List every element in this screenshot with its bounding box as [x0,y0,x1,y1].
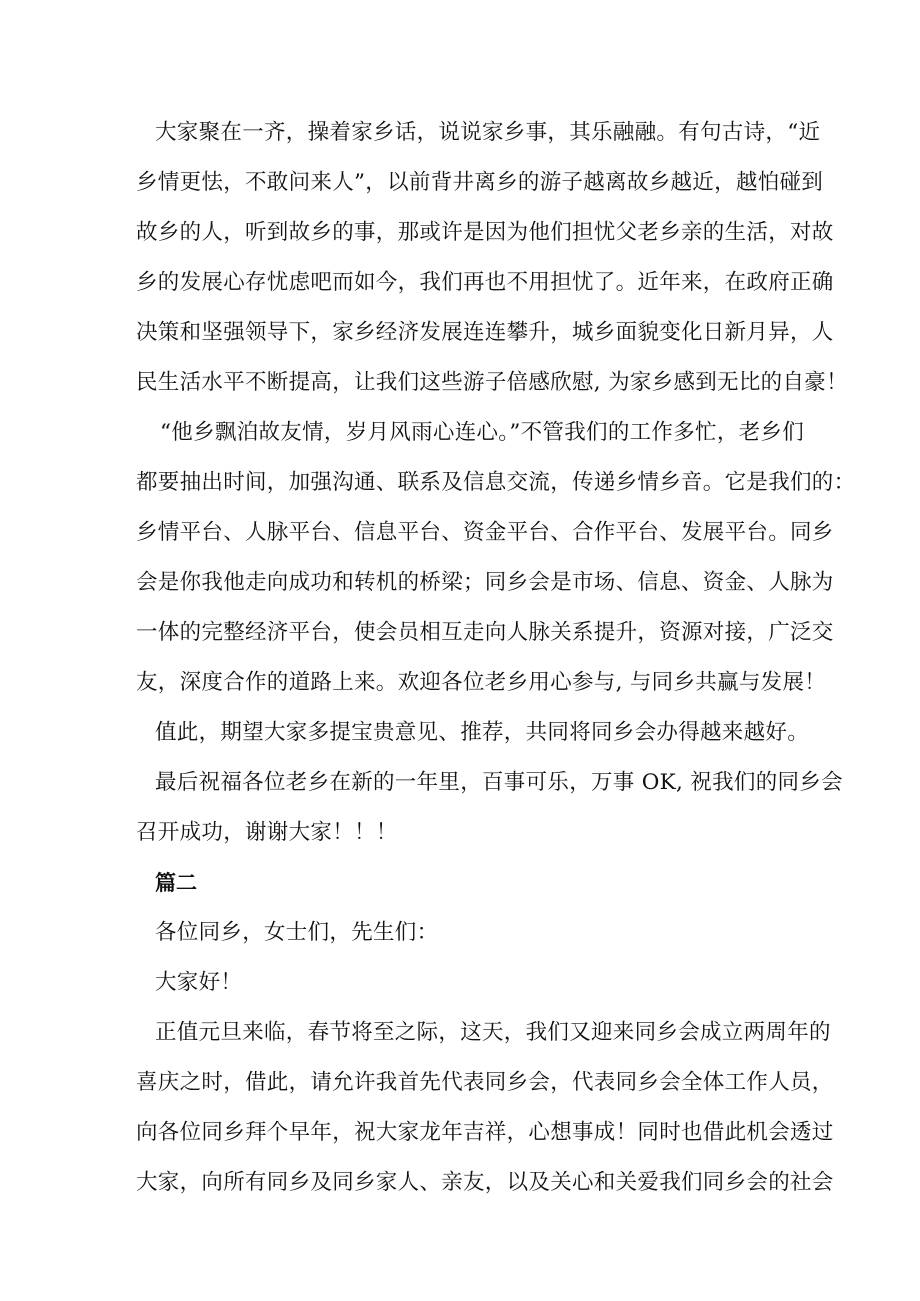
paragraph-2-line-4: 会是你我他走向成功和转机的桥梁；同乡会是市场、信息、资金、人脉为 [136,570,834,595]
paragraph-1-line-1: 大家聚在一齐，操着家乡话，说说家乡事，其乐融融。有句古诗，“近 [155,120,821,145]
paragraph-2-line-3: 乡情平台、人脉平台、信息平台、资金平台、合作平台、发展平台。同乡 [136,520,834,545]
section-heading: 篇二 [155,871,197,895]
paragraph-4-line-2: 召开成功，谢谢大家！！！ [136,820,398,845]
paragraph-4-line-1: 最后祝福各位老乡在新的一年里，百事可乐，万事 OK, 祝我们的同乡会 [155,770,843,795]
paragraph-1-line-5: 决策和坚强领导下，家乡经济发展连连攀升，城乡面貌变化日新月异，人 [136,320,834,345]
paragraph-1-line-2: 乡情更怯，不敢问来人”，以前背井离乡的游子越离故乡越近，越怕碰到 [136,170,824,195]
paragraph-2-line-5: 一体的完整经济平台，使会员相互走向人脉关系提升，资源对接，广泛交 [136,620,834,645]
salutation: 各位同乡，女士们，先生们： [155,920,439,945]
paragraph-5-line-2: 喜庆之时，借此，请允许我首先代表同乡会，代表同乡会全体工作人员， [136,1070,834,1095]
paragraph-1-line-6: 民生活水平不断提高，让我们这些游子倍感欣慰, 为家乡感到无比的自豪！ [136,370,848,395]
paragraph-2-line-6: 友，深度合作的道路上来。欢迎各位老乡用心参与, 与同乡共赢与发展！ [136,670,827,695]
paragraph-3: 值此，期望大家多提宝贵意见、推荐，共同将同乡会办得越来越好。 [155,720,810,745]
paragraph-2-line-1: “他乡飘泊故友情，岁月风雨心连心。”不管我们的工作多忙，老乡们 [160,420,805,445]
paragraph-5-line-1: 正值元旦来临，春节将至之际，这天，我们又迎来同乡会成立两周年的 [155,1020,831,1045]
paragraph-5-line-4: 大家，向所有同乡及同乡家人、亲友，以及关心和关爱我们同乡会的社会 [136,1170,834,1195]
paragraph-5-line-3: 向各位同乡拜个早年，祝大家龙年吉祥，心想事成！同时也借此机会透过 [136,1120,834,1145]
greeting: 大家好！ [155,970,243,995]
paragraph-1-line-3: 故乡的人，听到故乡的事，那或许是因为他们担忧父老乡亲的生活，对故 [136,220,834,245]
paragraph-1-line-4: 乡的发展心存忧虑吧而如今，我们再也不用担忧了。近年来，在政府正确 [136,270,834,295]
paragraph-2-line-2: 都要抽出时间，加强沟通、联系及信息交流，传递乡情乡音。它是我们的： [136,470,856,495]
